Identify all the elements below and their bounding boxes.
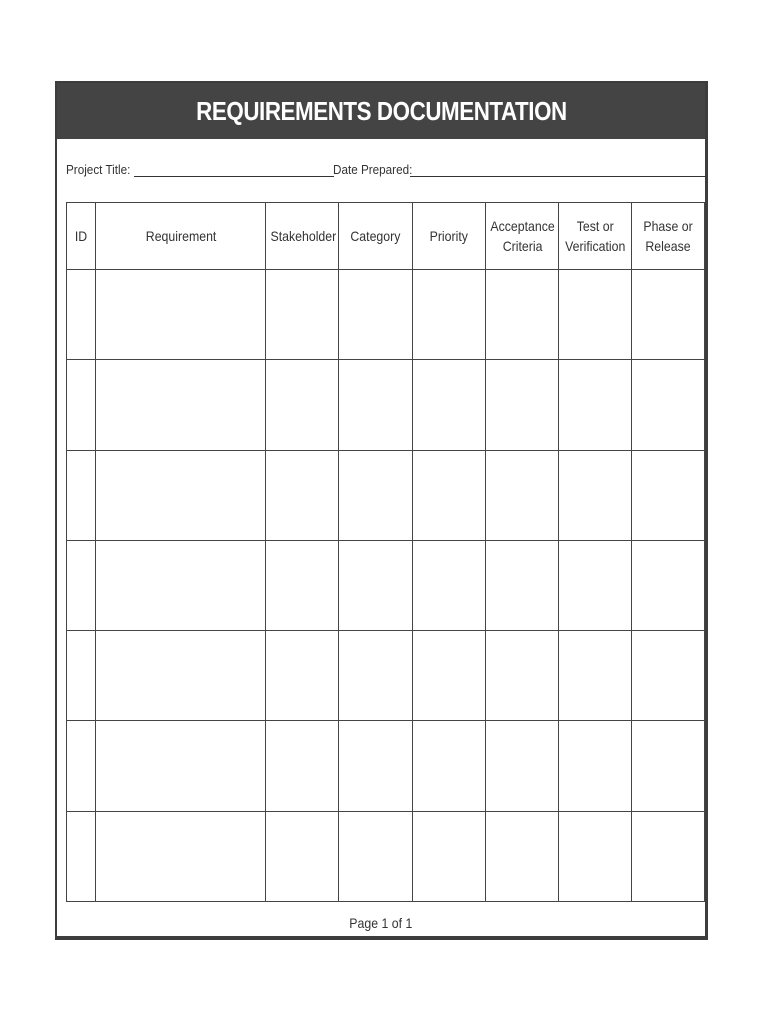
table-cell[interactable] — [266, 270, 339, 360]
table-cell[interactable] — [631, 540, 704, 630]
table-cell[interactable] — [67, 360, 96, 450]
table-cell[interactable] — [266, 811, 339, 901]
column-header-id: ID — [67, 203, 96, 270]
table-row — [67, 450, 705, 540]
table-cell[interactable] — [67, 721, 96, 811]
table-cell[interactable] — [339, 721, 412, 811]
table-cell[interactable] — [412, 811, 485, 901]
table-cell[interactable] — [558, 811, 631, 901]
table-cell[interactable] — [266, 450, 339, 540]
table-cell[interactable] — [558, 450, 631, 540]
table-cell[interactable] — [96, 360, 266, 450]
column-header-phase-or-release: Phase or Release — [631, 203, 704, 270]
table-cell[interactable] — [266, 721, 339, 811]
table-row — [67, 360, 705, 450]
column-header-acceptance-criteria: Acceptance Criteria — [485, 203, 558, 270]
table-cell[interactable] — [96, 811, 266, 901]
table-cell[interactable] — [67, 540, 96, 630]
table-cell[interactable] — [631, 360, 704, 450]
table-cell[interactable] — [485, 540, 558, 630]
table-cell[interactable] — [339, 270, 412, 360]
column-header-requirement: Requirement — [96, 203, 266, 270]
table-cell[interactable] — [485, 450, 558, 540]
table-cell[interactable] — [485, 811, 558, 901]
table-body — [67, 270, 705, 902]
table-row — [67, 540, 705, 630]
table-cell[interactable] — [266, 540, 339, 630]
table-row — [67, 270, 705, 360]
table-cell[interactable] — [412, 540, 485, 630]
table-cell[interactable] — [67, 270, 96, 360]
title-bar — [57, 83, 705, 139]
project-title-label: Project Title: — [66, 162, 131, 177]
table-cell[interactable] — [485, 270, 558, 360]
column-header-priority: Priority — [412, 203, 485, 270]
column-header-test-or-verification: Test or Verification — [558, 203, 631, 270]
table-cell[interactable] — [67, 631, 96, 721]
table-cell[interactable] — [412, 270, 485, 360]
table-cell[interactable] — [412, 360, 485, 450]
table-cell[interactable] — [631, 270, 704, 360]
table-cell[interactable] — [412, 450, 485, 540]
table-cell[interactable] — [485, 360, 558, 450]
table-cell[interactable] — [266, 631, 339, 721]
table-cell[interactable] — [339, 631, 412, 721]
table-cell[interactable] — [631, 450, 704, 540]
table-cell[interactable] — [96, 540, 266, 630]
table-cell[interactable] — [412, 721, 485, 811]
project-title-field[interactable] — [134, 176, 334, 177]
table-cell[interactable] — [412, 631, 485, 721]
requirements-table — [66, 202, 705, 902]
table-cell[interactable] — [558, 631, 631, 721]
table-cell[interactable] — [631, 631, 704, 721]
table-cell[interactable] — [96, 631, 266, 721]
date-prepared-field[interactable] — [410, 176, 706, 177]
table-cell[interactable] — [485, 631, 558, 721]
table-cell[interactable] — [96, 450, 266, 540]
table-row — [67, 721, 705, 811]
page-number: Page 1 of 1 — [349, 915, 413, 931]
column-header-category: Category — [339, 203, 412, 270]
table-cell[interactable] — [558, 540, 631, 630]
table-cell[interactable] — [339, 540, 412, 630]
requirements-form — [55, 81, 708, 940]
table-cell[interactable] — [96, 721, 266, 811]
table-header-row — [67, 203, 705, 270]
table-cell[interactable] — [67, 450, 96, 540]
table-cell[interactable] — [339, 450, 412, 540]
table-cell[interactable] — [558, 360, 631, 450]
table-cell[interactable] — [558, 721, 631, 811]
table-cell[interactable] — [339, 811, 412, 901]
table-cell[interactable] — [96, 270, 266, 360]
table-cell[interactable] — [631, 811, 704, 901]
table-cell[interactable] — [266, 360, 339, 450]
meta-row — [66, 159, 706, 179]
document-title: REQUIREMENTS DOCUMENTATION — [195, 95, 567, 126]
table-cell[interactable] — [631, 721, 704, 811]
table-cell[interactable] — [339, 360, 412, 450]
date-prepared-label: Date Prepared: — [333, 162, 413, 177]
table-row — [67, 811, 705, 901]
table-row — [67, 631, 705, 721]
column-header-stakeholder: Stakeholder — [266, 203, 339, 270]
table-cell[interactable] — [67, 811, 96, 901]
table-cell[interactable] — [485, 721, 558, 811]
table-cell[interactable] — [558, 270, 631, 360]
page-footer — [57, 915, 705, 931]
